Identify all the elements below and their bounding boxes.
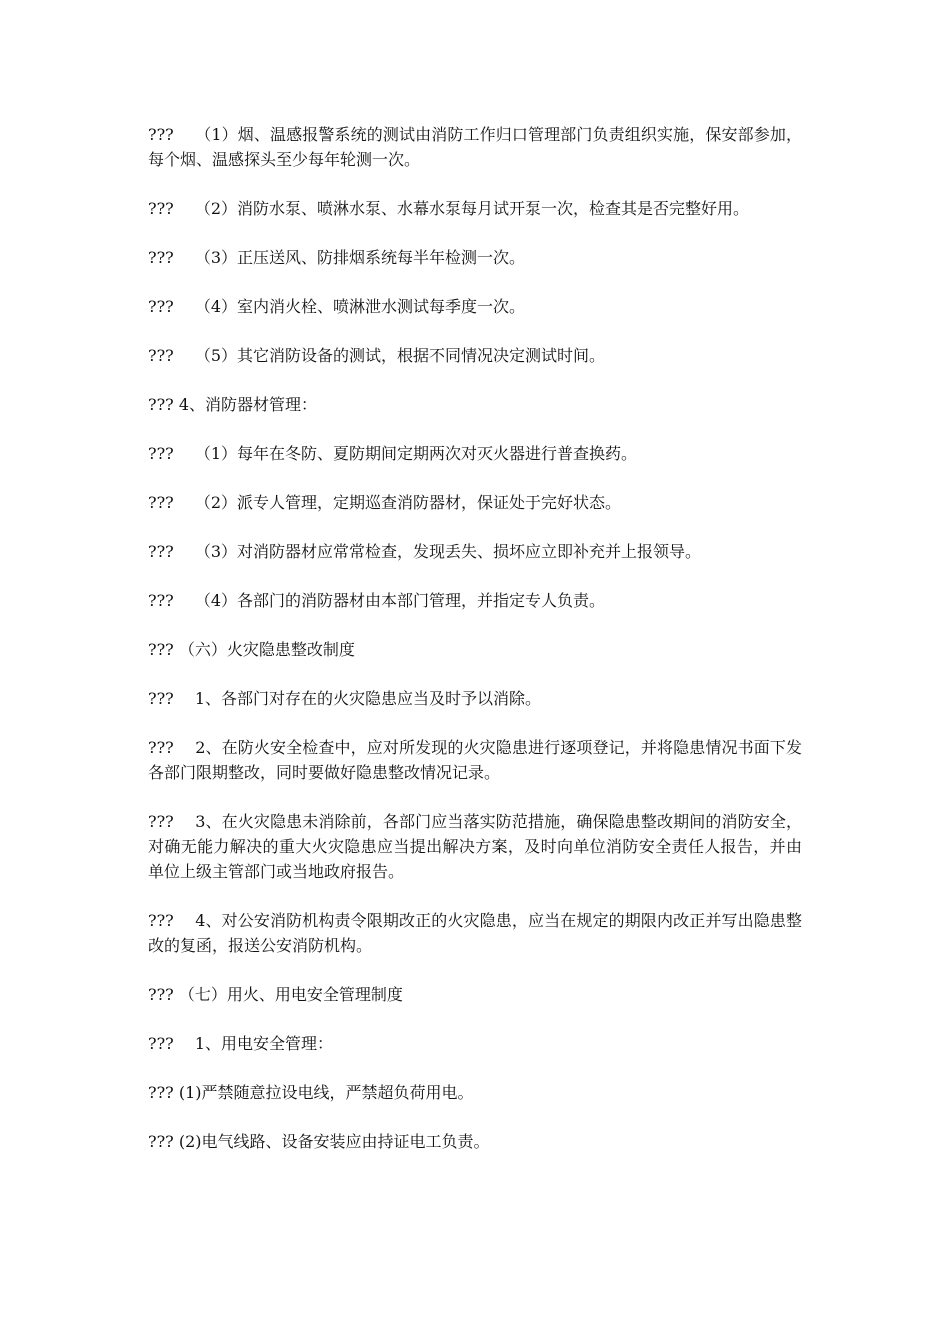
paragraph-12: ??? 1、各部门对存在的火灾隐患应当及时予以消除。 [148, 689, 542, 708]
paragraph-14: ??? 3、在火灾隐患未消除前，各部门应当落实防范措施，确保隐患整改期间的消防安全，对确无能力解决的重大火灾隐患应当提出解决方案，及时向单位消防安全责任人报告，并由单位上级主管部门或当地政府报告。 [148, 812, 802, 881]
paragraph-5: ??? （5）其它消防设备的测试，根据不同情况决定测试时间。 [148, 346, 606, 365]
paragraph-13: ??? 2、在防火安全检查中，应对所发现的火灾隐患进行逐项登记，并将隐患情况书面下发各部门限期整改，同时要做好隐患整改情况记录。 [148, 738, 802, 782]
paragraph-2: ??? （2）消防水泵、喷淋水泵、水幕水泵每月试开泵一次，检查其是否完整好用。 [148, 199, 750, 218]
paragraph-8: ??? （2）派专人管理，定期巡查消防器材，保证处于完好状态。 [148, 493, 622, 512]
section-heading-equipment: ??? 4、消防器材管理： [148, 395, 318, 414]
paragraph-17: ??? 1、用电安全管理： [148, 1034, 334, 1053]
section-heading-fire-electric: ??? （七）用火、用电安全管理制度 [148, 985, 403, 1004]
paragraph-10: ??? （4）各部门的消防器材由本部门管理，并指定专人负责。 [148, 591, 606, 610]
paragraph-15: ??? 4、对公安消防机构责令限期改正的火灾隐患，应当在规定的期限内改正并写出隐患整改的复函，报送公安消防机构。 [148, 911, 802, 955]
paragraph-7: ??? （1）每年在冬防、夏防期间定期两次对灭火器进行普查换药。 [148, 444, 638, 463]
paragraph-19: ??? (2)电气线路、设备安装应由持证电工负责。 [148, 1132, 490, 1151]
paragraph-3: ??? （3）正压送风、防排烟系统每半年检测一次。 [148, 248, 526, 267]
paragraph-18: ??? (1)严禁随意拉设电线，严禁超负荷用电。 [148, 1083, 474, 1102]
paragraph-4: ??? （4）室内消火栓、喷淋泄水测试每季度一次。 [148, 297, 526, 316]
paragraph-1: ??? （1）烟、温感报警系统的测试由消防工作归口管理部门负责组织实施，保安部参加，每个烟、温感探头至少每年轮测一次。 [148, 125, 802, 169]
paragraph-9: ??? （3）对消防器材应常常检查，发现丢失、损坏应立即补充并上报领导。 [148, 542, 702, 561]
section-heading-hazard: ??? （六）火灾隐患整改制度 [148, 640, 355, 659]
document-body [148, 122, 802, 1178]
